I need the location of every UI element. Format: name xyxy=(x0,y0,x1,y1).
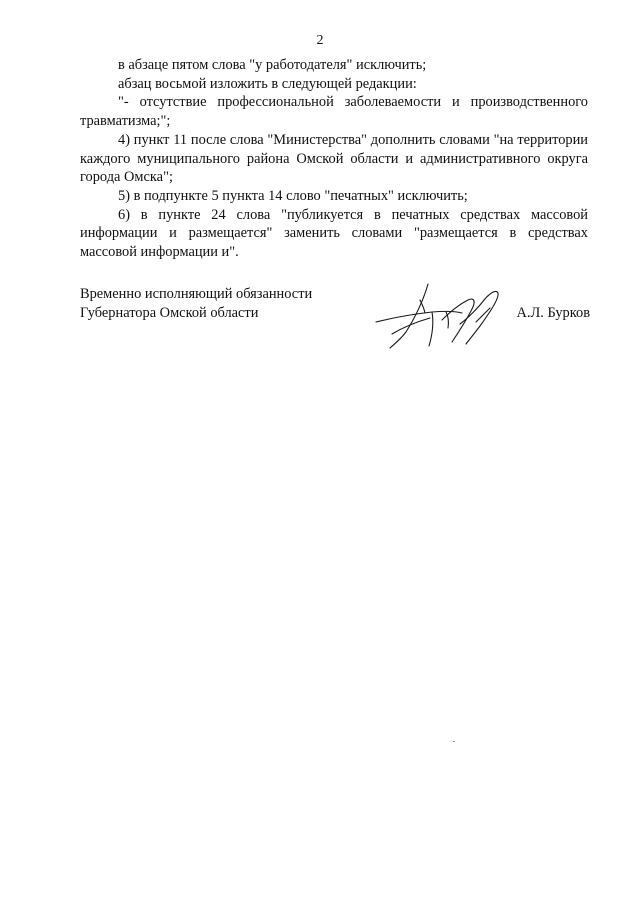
signatory-name: А.Л. Бурков xyxy=(516,304,590,321)
page-number: 2 xyxy=(316,33,324,48)
signatory-title-line-1: Временно исполняющий обязанности xyxy=(80,286,313,302)
paragraph-5: 5) в подпункте 5 пункта 14 слово "печатных" исключить; xyxy=(118,187,468,204)
paragraph-2: абзац восьмой изложить в следующей редакции: xyxy=(118,75,417,92)
paragraph-1: в абзаце пятом слова "у работодателя" исключить; xyxy=(118,57,427,73)
paragraph-3: "- отсутствие профессиональной заболеваемости и производственного травматизма;"; xyxy=(80,94,588,130)
paragraph-4: 4) пункт 11 после слова "Министерства" дополнить словами "на территории каждого муниципального района Омской области и административного округа города Омска"; xyxy=(80,131,588,186)
paragraph-6: 6) в пункте 24 слова "публикуется в печатных средствах массовой информации и размещается" заменить словами "размещается в средствах массовой информации и". xyxy=(80,206,588,261)
handwritten-signature xyxy=(372,282,502,350)
document-body xyxy=(80,56,588,262)
scan-speck xyxy=(453,741,455,742)
signatory-title-line-2: Губернатора Омской области xyxy=(80,304,259,321)
signature-block xyxy=(80,285,590,322)
